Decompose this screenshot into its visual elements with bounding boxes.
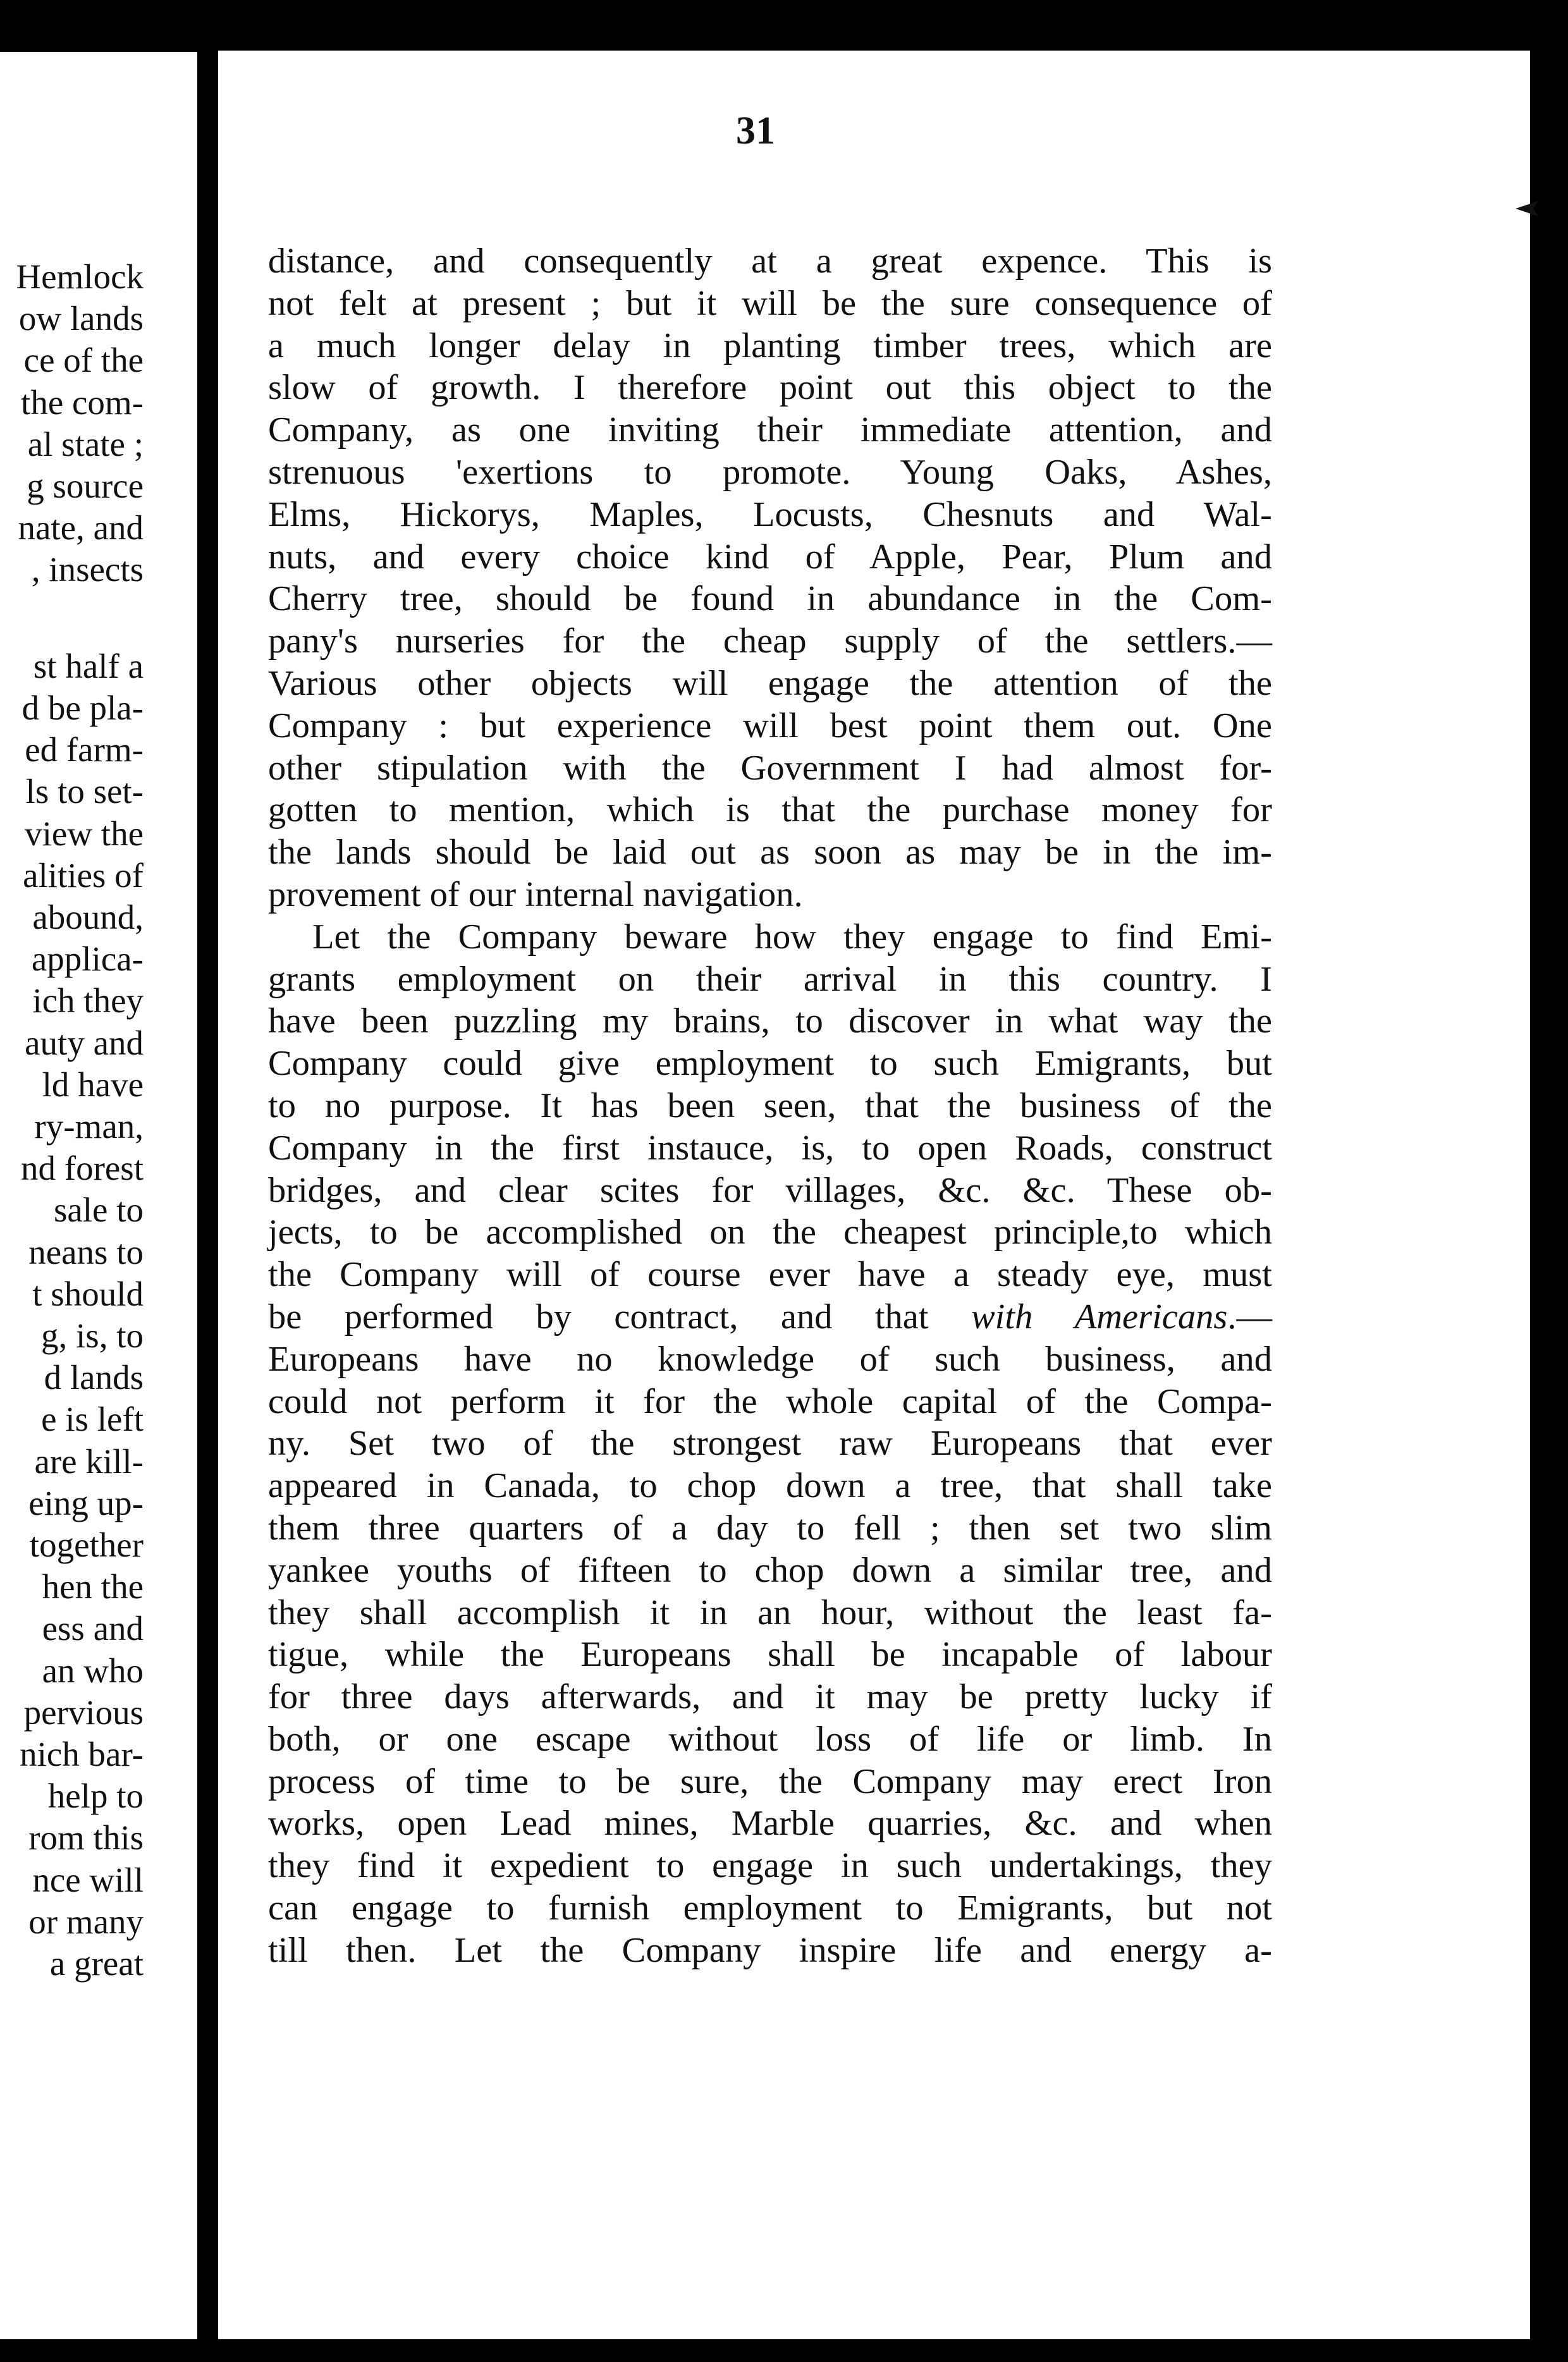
text-line: Company : but experience will best point them out. One <box>268 706 1272 745</box>
facing-page-line: abound, <box>32 898 144 936</box>
facing-page-line: al state ; <box>27 424 144 463</box>
facing-page-line: nce will <box>32 1860 144 1899</box>
text-line: have been puzzling my brains, to discover in what way the <box>268 1001 1272 1041</box>
text-line: Cherry tree, should be found in abundance in the Com- <box>268 579 1272 619</box>
facing-page-line: applica- <box>31 939 144 979</box>
facing-page-line: nate, and <box>18 508 144 548</box>
facing-page-line: ess and <box>42 1609 144 1648</box>
text-line: could not perform it for the whole capital of the Compa- <box>268 1381 1272 1421</box>
page-number: 31 <box>736 109 775 152</box>
text-line: provement of our internal navigation. <box>268 874 803 914</box>
text-line: not felt at present ; but it will be the sure consequence of <box>268 283 1272 323</box>
text-line: they find it expedient to engage in such undertakings, they <box>268 1846 1272 1886</box>
facing-page-line: nd forest <box>21 1149 144 1188</box>
text-line: they shall accomplish it in an hour, without the least fa- <box>268 1593 1272 1632</box>
scan-border-bottom <box>0 2339 1568 2362</box>
facing-page-line: view the <box>25 814 144 853</box>
facing-page-line: st half a <box>33 646 144 685</box>
facing-page-line: ce of the <box>23 341 144 380</box>
text-line: pany's nurseries for the cheap supply of the settlers.— <box>268 621 1272 661</box>
facing-page-line: ls to set- <box>25 772 144 811</box>
emphasis: with Americans <box>971 1297 1228 1337</box>
text-line: ny. Set two of the strongest raw Europeans that ever <box>268 1424 1272 1464</box>
text-line: slow of growth. I therefore point out this object to the <box>268 368 1272 408</box>
facing-page-line: auty and <box>25 1023 144 1062</box>
page-gutter <box>197 0 218 2362</box>
text-line: Let the Company beware how they engage to find Emi- <box>312 917 1272 957</box>
text-line: distance, and consequently at a great expence. This is <box>268 242 1272 281</box>
facing-page-line: d be pla- <box>21 688 144 727</box>
facing-page-line: ry-man, <box>34 1107 144 1146</box>
facing-page-line: rom this <box>28 1818 144 1857</box>
facing-page-line: e is left <box>41 1400 144 1439</box>
text-line: other stipulation with the Government I had almost for- <box>268 748 1272 788</box>
facing-page-line: neans to <box>28 1232 144 1271</box>
facing-page-line: alities of <box>23 855 144 895</box>
facing-page-line: , insects <box>31 550 144 589</box>
text-line: can engage to furnish employment to Emigrants, but not <box>268 1888 1272 1928</box>
text-line: works, open Lead mines, Marble quarries, &c. and when <box>268 1804 1272 1844</box>
text-line: Company could give employment to such Emigrants, but <box>268 1044 1272 1084</box>
facing-page-line: eing up- <box>28 1483 144 1522</box>
text-line: grants employment on their arrival in this country. I <box>268 959 1272 999</box>
text-line: strenuous 'exertions to promote. Young Oaks, Ashes, <box>268 452 1272 492</box>
facing-page-line: pervious <box>23 1692 144 1732</box>
facing-page-line: sale to <box>53 1190 144 1230</box>
facing-page-line: ich they <box>32 981 144 1020</box>
text-line: till then. Let the Company inspire life and energy a- <box>268 1930 1272 1970</box>
facing-page-line: ow lands <box>18 299 144 338</box>
facing-page-line: help to <box>47 1777 144 1816</box>
text-line: Company, as one inviting their immediate attention, and <box>268 410 1272 450</box>
body-text <box>268 240 1272 1972</box>
text-line: a much longer delay in planting timber trees, which are <box>268 326 1272 365</box>
facing-page-line: nich bar- <box>20 1735 144 1773</box>
facing-page-line: or many <box>28 1902 144 1941</box>
facing-page-line: ed farm- <box>25 730 144 769</box>
text-line: yankee youths of fifteen to chop down a similar tree, and <box>268 1550 1272 1590</box>
facing-page-line: g, is, to <box>41 1316 144 1355</box>
text-line: Company in the first instauce, is, to open Roads, construct <box>268 1128 1272 1168</box>
facing-page-line: t should <box>32 1274 144 1313</box>
text-line: process of time to be sure, the Company may erect Iron <box>268 1761 1272 1801</box>
facing-page-line: an who <box>42 1651 144 1690</box>
text-line: Europeans have no knowledge of such business, and <box>268 1339 1272 1379</box>
text-line: tigue, while the Europeans shall be incapable of labour <box>268 1635 1272 1675</box>
scan-border-top <box>0 0 1568 52</box>
facing-page-line: g source <box>27 467 144 505</box>
text-line: Various other objects will engage the attention of the <box>268 663 1272 703</box>
text-line: them three quarters of a day to fell ; then set two slim <box>268 1508 1272 1548</box>
text-line: to no purpose. It has been seen, that the business of the <box>268 1086 1272 1125</box>
facing-page-line: d lands <box>44 1358 144 1397</box>
text-line: be performed by contract, and that with Americans.— <box>268 1297 1272 1337</box>
facing-page-line: are kill- <box>34 1441 144 1481</box>
text-line: both, or one escape without loss of life or limb. In <box>268 1719 1272 1759</box>
text-line: jects, to be accomplished on the cheapest principle,to which <box>268 1213 1272 1252</box>
text-line: nuts, and every choice kind of Apple, Pear, Plum and <box>268 537 1272 577</box>
facing-page-line: a great <box>49 1944 144 1983</box>
facing-page-line: hen the <box>42 1567 144 1606</box>
scan-border-right <box>1529 0 1568 2362</box>
facing-page-line: together <box>29 1526 144 1564</box>
text-line: bridges, and clear scites for villages, &c. &c. These ob- <box>268 1170 1272 1210</box>
facing-page-line: ld have <box>42 1065 144 1104</box>
facing-page-line: Hemlock <box>16 257 144 296</box>
text-line: gotten to mention, which is that the purchase money for <box>268 790 1272 830</box>
facing-page-line: the com- <box>21 382 144 422</box>
text-line: the lands should be laid out as soon as may be in the im- <box>268 833 1272 872</box>
facing-page-fragment <box>0 0 197 2362</box>
text-line: Elms, Hickorys, Maples, Locusts, Chesnuts and Wal- <box>268 494 1272 534</box>
text-line: for three days afterwards, and it may be pretty lucky if <box>268 1677 1272 1717</box>
text-line: appeared in Canada, to chop down a tree, that shall take <box>268 1466 1272 1506</box>
text-line: the Company will of course ever have a steady eye, must <box>268 1255 1272 1295</box>
edge-mark-icon <box>1514 190 1540 228</box>
